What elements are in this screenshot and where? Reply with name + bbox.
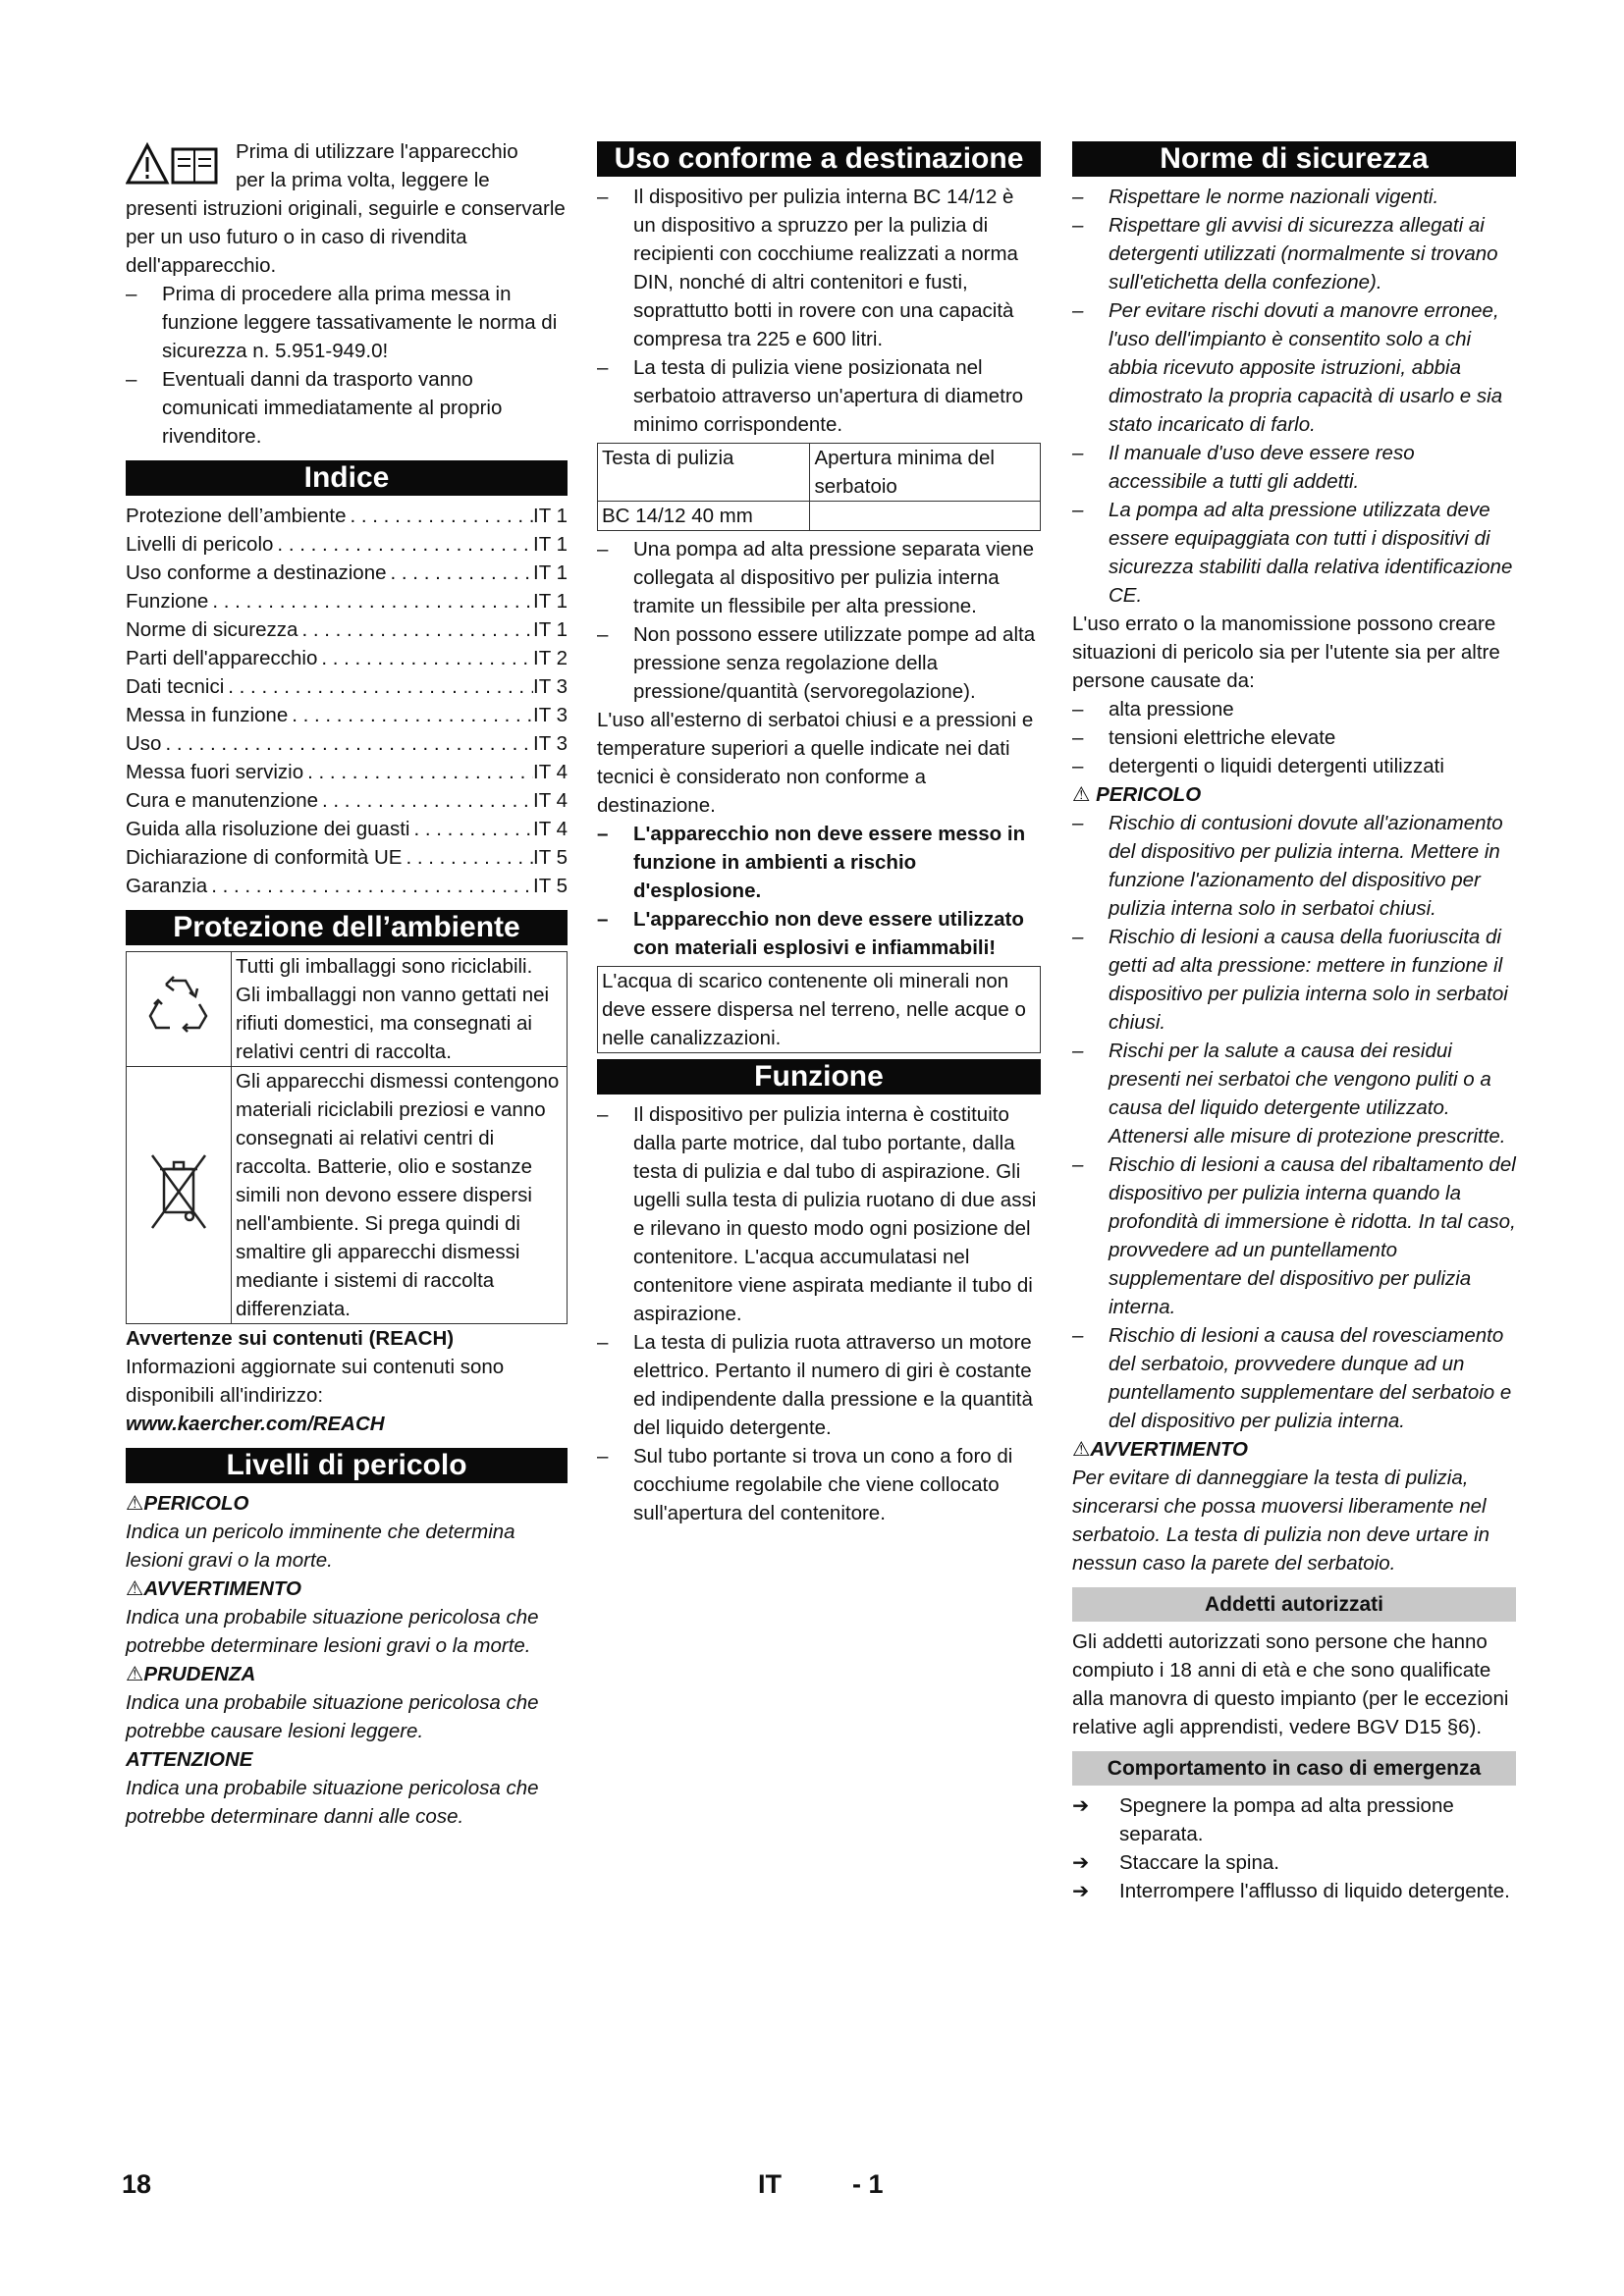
arrow-right-icon: ➔ bbox=[1072, 1851, 1090, 1874]
indice-heading: Indice bbox=[126, 460, 568, 496]
warning-icon: ⚠ bbox=[1072, 783, 1097, 806]
table-cell bbox=[810, 502, 1041, 531]
uso-heading: Uso conforme a destinazione bbox=[597, 141, 1041, 177]
hazard-item: – alta pressione bbox=[1072, 698, 1234, 721]
addetti-text: Gli addetti autorizzati sono persone che hanno compiuto i 18 anni di età e che sono qualificate alla manovra di questo impianto (per le eccezioni relative agli apprendisti, vedere BGV D15 §6). bbox=[1072, 1630, 1509, 1738]
warning-icon: ⚠ bbox=[126, 1577, 144, 1600]
arrow-right-icon: ➔ bbox=[1072, 1880, 1090, 1902]
warning-icon: ⚠ bbox=[126, 1492, 144, 1515]
toc-item[interactable]: Garanzia . . . IT 5 bbox=[126, 872, 568, 900]
toc-item[interactable]: Uso . . . IT 3 bbox=[126, 729, 568, 758]
funzione-bullet: – Il dispositivo per pulizia interna è costituito dalla parte motrice, dal tubo portante, dalla testa di pulizia e dal tubo di aspirazione. Gli ugelli sulla testa di pulizia ruotano di due assi e rilevano in questo modo ogni posizione del contenitore. L'acqua accumulatasi nel contenitore viene aspirata mediante il tubo di aspirazione. bbox=[597, 1103, 1037, 1325]
avvertimento-label: ⚠AVVERTIMENTO bbox=[1072, 1438, 1248, 1461]
table-header: Testa di pulizia bbox=[598, 444, 810, 502]
uso-paragraph: L'uso all'esterno di serbatoi chiusi e a pressioni e temperature superiori a quelle indicate nei dati tecnici è considerato non conforme a destinazione. bbox=[597, 709, 1034, 817]
intro-line-2: per la prima volta, leggere le bbox=[236, 169, 490, 191]
toc-item[interactable]: Livelli di pericolo . . . IT 1 bbox=[126, 530, 568, 559]
recycle-icon bbox=[127, 952, 232, 1067]
pericolo-label: ⚠ PERICOLO bbox=[1072, 783, 1202, 806]
level-text: Indica una probabile situazione pericolosa che potrebbe determinare lesioni gravi o la morte. bbox=[126, 1606, 539, 1657]
level-name: ⚠PERICOLO bbox=[126, 1492, 249, 1515]
toc-item[interactable]: Norme di sicurezza . . . IT 1 bbox=[126, 615, 568, 644]
norme-bullet: – Rispettare le norme nazionali vigenti. bbox=[1072, 186, 1439, 208]
warning-icon: ⚠ bbox=[126, 1663, 144, 1685]
addetti-heading: Addetti autorizzati bbox=[1072, 1587, 1516, 1622]
norme-bullet: – La pompa ad alta pressione utilizzata deve essere equipaggiata con tutti i dispositivi di sicurezza stabiliti dalla relativa identificazione CE. bbox=[1072, 499, 1513, 607]
avvertimento-text: Per evitare di danneggiare la testa di pulizia, sincerarsi che possa muoversi liberamente nel serbatoio. La testa di pulizia non deve urtare in nessun caso la parete del serbatoio. bbox=[1072, 1467, 1490, 1575]
uso-bullet: – Il dispositivo per pulizia interna BC 14/12 è un dispositivo a spruzzo per la pulizia di recipienti con cocchiume realizzati a norma DIN, nonché di altri contenitori e fusti, soprattutto botti in rovere con una capacità compresa tra 225 e 600 litri. bbox=[597, 186, 1018, 350]
toc-item[interactable]: Guida alla risoluzione dei guasti . . . IT 4 bbox=[126, 815, 568, 843]
toc-item[interactable]: Parti dell'apparecchio . . . IT 2 bbox=[126, 644, 568, 672]
toc bbox=[126, 502, 568, 900]
norme-bullet: – Per evitare rischi dovuti a manovre erronee, l'uso dell'impianto è consentito solo a chi abbia ricevuto apposite istruzioni, abbia dimostrato la propria capacità di usarlo e sia stato incaricato di farlo. bbox=[1072, 299, 1503, 436]
level-name: ⚠PRUDENZA bbox=[126, 1663, 256, 1685]
crossed-bin-icon bbox=[127, 1067, 232, 1324]
reach-link[interactable]: www.kaercher.com/REACH bbox=[126, 1413, 385, 1435]
uso-bullet: – Non possono essere utilizzate pompe ad alta pressione senza regolazione della pressione/quantità (servoregolazione). bbox=[597, 623, 1036, 703]
uso-bold-bullet: – L'apparecchio non deve essere messo in funzione in ambienti a rischio d'esplosione. bbox=[597, 823, 1026, 902]
column-right bbox=[1072, 137, 1516, 1905]
funzione-bullet: – Sul tubo portante si trova un cono a foro di cocchiume regolabile che viene collocato sull'apertura del contenitore. bbox=[597, 1445, 1013, 1524]
table-header: Apertura minima del serbatoio bbox=[810, 444, 1041, 502]
toc-item[interactable]: Messa fuori servizio . . . IT 4 bbox=[126, 758, 568, 786]
footer-sub: - 1 bbox=[852, 2169, 884, 2199]
toc-item[interactable]: Funzione . . . IT 1 bbox=[126, 587, 568, 615]
table-cell: BC 14/12 40 mm bbox=[598, 502, 810, 531]
toc-item[interactable]: Uso conforme a destinazione . . . IT 1 bbox=[126, 559, 568, 587]
funzione-bullet: – La testa di pulizia ruota attraverso un motore elettrico. Pertanto il numero di giri è costante ed indipendente dalla pressione e la quantità del liquido detergente. bbox=[597, 1331, 1033, 1439]
funzione-heading: Funzione bbox=[597, 1059, 1041, 1095]
warning-book-icon bbox=[126, 139, 224, 190]
arrow-right-icon: ➔ bbox=[1072, 1794, 1090, 1817]
level-text: Indica un pericolo imminente che determina lesioni gravi o la morte. bbox=[126, 1521, 515, 1572]
column-middle bbox=[597, 137, 1041, 1527]
norme-bullet: – Il manuale d'uso deve essere reso accessibile a tutti gli addetti. bbox=[1072, 442, 1415, 493]
pericolo-bullet: – Rischi per la salute a causa dei residui presenti nei serbatoi che vengono puliti o a causa del liquido detergente utilizzato. Attenersi alle misure di protezione prescritte. bbox=[1072, 1040, 1506, 1148]
livelli-heading: Livelli di pericolo bbox=[126, 1448, 568, 1483]
emergency-step: ➔ Staccare la spina. bbox=[1072, 1848, 1516, 1877]
opening-table bbox=[597, 443, 1041, 531]
pericolo-bullet: – Rischio di lesioni a causa del rovesciamento del serbatoio, provvedere dunque ad un puntellamento supplementare del serbatoio e del dispositivo per pulizia interna. bbox=[1072, 1324, 1512, 1432]
uso-bullet: – Una pompa ad alta pressione separata viene collegata al dispositivo per pulizia interna tramite un flessibile per alta pressione. bbox=[597, 538, 1034, 617]
toc-item[interactable]: Dichiarazione di conformità UE . . . IT 5 bbox=[126, 843, 568, 872]
uso-bold-bullet: – L'apparecchio non deve essere utilizzato con materiali esplosivi e infiammabili! bbox=[597, 908, 1024, 959]
toc-item[interactable]: Messa in funzione . . . IT 3 bbox=[126, 701, 568, 729]
reach-text: Informazioni aggiornate sui contenuti sono disponibili all'indirizzo: bbox=[126, 1356, 505, 1407]
emergency-step: ➔ Interrompere l'afflusso di liquido detergente. bbox=[1072, 1877, 1516, 1905]
intro-line-1: Prima di utilizzare l'apparecchio bbox=[236, 140, 518, 163]
pericolo-bullet: – Rischio di lesioni a causa del ribaltamento del dispositivo per pulizia interna quando la profondità di immersione è ridotta. In tal caso, provvedere ad un puntellamento supplementare del dispositivo per pulizia interna. bbox=[1072, 1153, 1516, 1318]
toc-item[interactable]: Protezione dell’ambiente . . . IT 1 bbox=[126, 502, 568, 530]
ambiente-table bbox=[126, 951, 568, 1324]
intro bbox=[126, 137, 568, 451]
intro-bullet: – Eventuali danni da trasporto vanno comunicati immediatamente al proprio rivenditore. bbox=[126, 368, 503, 448]
intro-bullet: – Prima di procedere alla prima messa in funzione leggere tassativamente le norma di sicurezza n. 5.951-949.0! bbox=[126, 283, 558, 362]
intro-rest: presenti istruzioni originali, seguirle e conservarle per un uso futuro o in caso di rivendita dell'apparecchio. bbox=[126, 197, 566, 277]
ambiente-text-2: Gli apparecchi dismessi contengono materiali riciclabili preziosi e vanno consegnati ai relativi centri di raccolta. Batterie, olio e sostanze simili non devono essere dispersi nell'ambiente. Si prega quindi di smaltire gli apparecchi dismessi mediante i sistemi di raccolta differenziata. bbox=[232, 1067, 568, 1324]
level-name: ⚠AVVERTIMENTO bbox=[126, 1577, 301, 1600]
ambiente-heading: Protezione dell’ambiente bbox=[126, 910, 568, 945]
norme-heading: Norme di sicurezza bbox=[1072, 141, 1516, 177]
column-left bbox=[126, 137, 568, 1831]
norme-bullet: – Rispettare gli avvisi di sicurezza allegati ai detergenti utilizzati (normalmente si trovano sull'etichetta della confezione). bbox=[1072, 214, 1498, 294]
page-number: 18 bbox=[122, 2169, 152, 2199]
pericolo-bullet: – Rischio di lesioni a causa della fuoriuscita di getti ad alta pressione: mettere in funzione il dispositivo per pulizia interna solo in serbatoi chiusi. bbox=[1072, 926, 1508, 1034]
footer-lang: IT bbox=[758, 2169, 782, 2199]
hazard-item: – detergenti o liquidi detergenti utilizzati bbox=[1072, 755, 1444, 777]
level-text: Indica una probabile situazione pericolosa che potrebbe determinare danni alle cose. bbox=[126, 1777, 539, 1828]
pericolo-bullet: – Rischio di contusioni dovute all'azionamento del dispositivo per pulizia interna. Mettere in funzione l'azionamento del dispositivo per pulizia interna solo in serbatoi chiusi. bbox=[1072, 812, 1503, 920]
uso-note: L'acqua di scarico contenente oli minerali non deve essere dispersa nel terreno, nelle acque o nelle canalizzazioni. bbox=[597, 966, 1041, 1053]
reach-title: Avvertenze sui contenuti (REACH) bbox=[126, 1327, 455, 1350]
warning-icon: ⚠ bbox=[1072, 1438, 1091, 1461]
level-name: ATTENZIONE bbox=[126, 1748, 253, 1771]
norme-paragraph: L'uso errato o la manomissione possono creare situazioni di pericolo sia per l'utente sia per altre persone causate da: bbox=[1072, 613, 1500, 692]
toc-item[interactable]: Dati tecnici . . . IT 3 bbox=[126, 672, 568, 701]
emergency-step: ➔ Spegnere la pompa ad alta pressione separata. bbox=[1072, 1791, 1516, 1848]
livelli-list bbox=[126, 1489, 568, 1831]
ambiente-text-1: Tutti gli imballaggi sono riciclabili. Gli imballaggi non vanno gettati nei rifiuti domestici, ma consegnati ai relativi centri di raccolta. bbox=[232, 952, 568, 1067]
uso-bullet: – La testa di pulizia viene posizionata nel serbatoio attraverso un'apertura di diametro minimo corrispondente. bbox=[597, 356, 1024, 436]
hazard-item: – tensioni elettriche elevate bbox=[1072, 726, 1336, 749]
toc-item[interactable]: Cura e manutenzione . . . IT 4 bbox=[126, 786, 568, 815]
emergenza-heading: Comportamento in caso di emergenza bbox=[1072, 1751, 1516, 1786]
level-text: Indica una probabile situazione pericolosa che potrebbe causare lesioni leggere. bbox=[126, 1691, 539, 1742]
